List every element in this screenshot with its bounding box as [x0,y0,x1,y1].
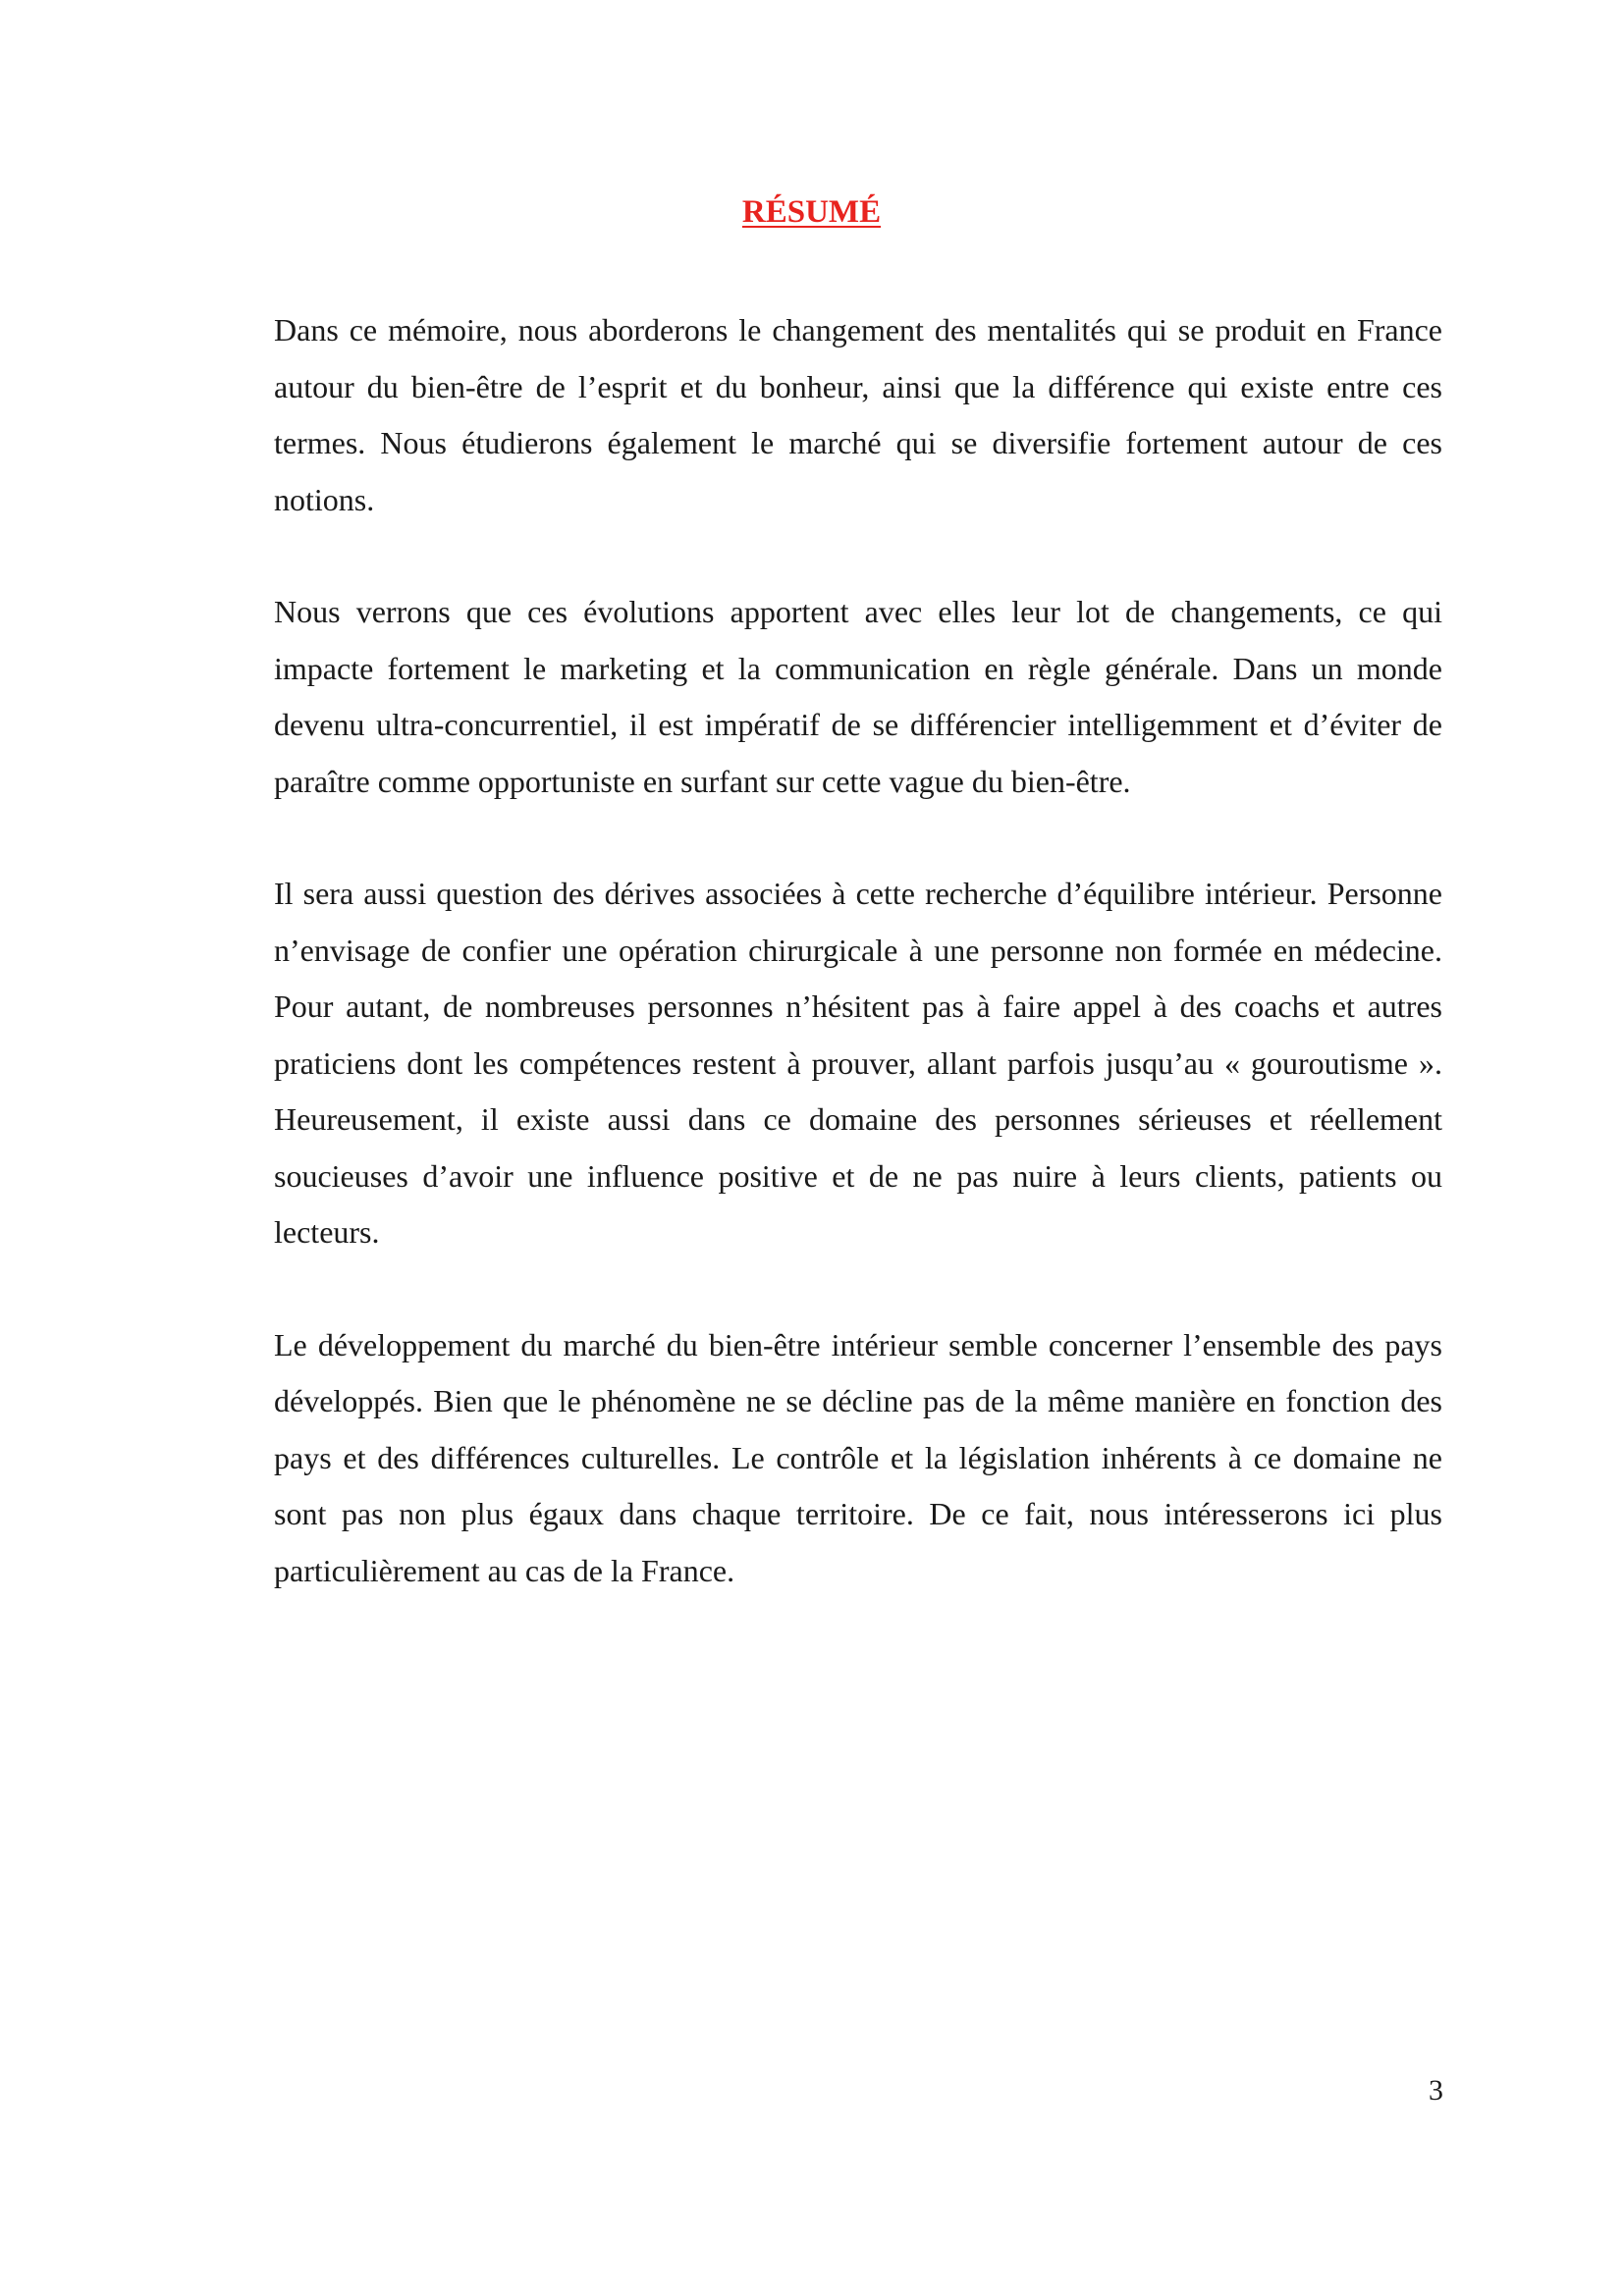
page-title: RÉSUMÉ [741,194,882,230]
paragraph-2: Nous verrons que ces évolutions apportent avec elles leur lot de changements, ce qui impacte fortement le marketing et la communication en règle générale. Dans un monde devenu ultra-concurrentiel, il est impératif de se différencier intelligemment et d’éviter de paraître comme opportuniste en surfant sur cette vague du bien-être. [274,594,1442,799]
paragraph-3: Il sera aussi question des dérives associées à cette recherche d’équilibre intérieur. Personne n’envisage de confier une opération chirurgicale à une personne non formée en médecine. Pour autant, de nombreuses personnes n’hésitent pas à faire appel à des coachs et autres praticiens dont les compétences restent à prouver, allant parfois jusqu’au « gouroutisme ». Heureusement, il existe aussi dans ce domaine des personnes sérieuses et réellement soucieuses d’avoir une influence positive et de ne pas nuire à leurs clients, patients ou lecteurs. [274,876,1442,1250]
paragraph-1: Dans ce mémoire, nous aborderons le changement des mentalités qui se produit en France autour du bien-être de l’esprit et du bonheur, ainsi que la différence qui existe entre ces termes. Nous étudierons également le marché qui se diversifie fortement autour de ces notions. [274,312,1442,517]
page-number: 3 [1429,2074,1443,2107]
paragraph-4: Le développement du marché du bien-être intérieur semble concerner l’ensemble des pays développés. Bien que le phénomène ne se décline pas de la même manière en fonction des pays et des différences culturelles. Le contrôle et la législation inhérents à ce domaine ne sont pas non plus égaux dans chaque territoire. De ce fait, nous intéresserons ici plus particulièrement au cas de la France. [274,1326,1442,1588]
body-text [274,302,1442,1655]
